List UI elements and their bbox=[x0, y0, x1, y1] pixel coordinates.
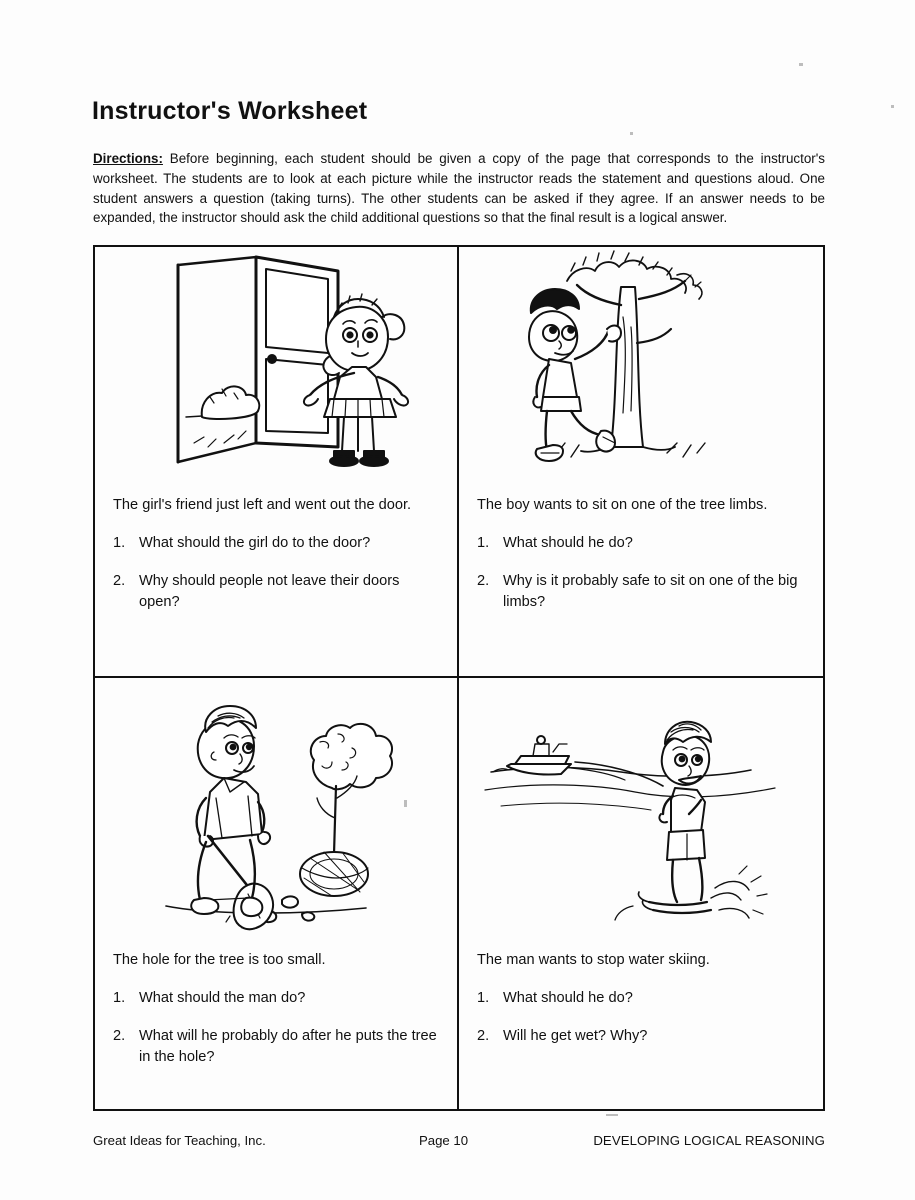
boy-looking-up-at-tree-illustration bbox=[471, 247, 811, 487]
panel-2-question-1-number: 1. bbox=[477, 535, 490, 552]
footer-page-number: Page 10 bbox=[418, 1133, 469, 1148]
man-water-skiing-illustration bbox=[471, 678, 811, 943]
panel-2-question-2-text: Why is it probably safe to sit on one of the big limbs? bbox=[503, 573, 798, 611]
man-digging-hole-for-tree-illustration bbox=[106, 678, 446, 943]
panel-1-question-1-number: 1. bbox=[113, 535, 126, 552]
panel-1-question-2-text: Why should people not leave their doors open? bbox=[139, 573, 400, 611]
panel-3 bbox=[95, 678, 459, 1109]
panel-3-question-1-text: What should the man do? bbox=[139, 990, 306, 1007]
panel-3-question-1 bbox=[113, 988, 441, 1009]
page-title: Instructor's Worksheet bbox=[92, 96, 368, 125]
directions-paragraph bbox=[93, 149, 825, 227]
panel-4-question-2-text: Will he get wet? Why? bbox=[503, 1028, 648, 1045]
panel-3-questions bbox=[95, 988, 457, 1068]
panel-grid bbox=[93, 245, 825, 1111]
panel-1 bbox=[95, 247, 459, 678]
panel-4-question-1 bbox=[477, 988, 807, 1009]
panel-2-questions bbox=[459, 533, 823, 613]
panel-1-questions bbox=[95, 533, 457, 613]
panel-2-illustration-area bbox=[459, 247, 823, 495]
panel-4-question-2-number: 2. bbox=[477, 1028, 490, 1045]
panel-3-question-2-number: 2. bbox=[113, 1028, 126, 1045]
footer-publisher: Great Ideas for Teaching, Inc. bbox=[93, 1133, 266, 1148]
panel-4-questions bbox=[459, 988, 823, 1047]
panel-1-statement: The girl's friend just left and went out the door. bbox=[113, 497, 412, 513]
scan-speck bbox=[630, 132, 633, 135]
scan-speck bbox=[799, 63, 803, 66]
panel-2-question-1 bbox=[477, 533, 807, 554]
panel-4-question-2 bbox=[477, 1026, 807, 1047]
scan-speck bbox=[606, 1114, 618, 1116]
directions-text: Before beginning, each student should be given a copy of the page that corresponds to the instructor's worksheet. The students are to look at each picture while the instructor reads the statement and questions aloud. One student answers a question (taking turns). The other students can be asked if they agree. If an answer needs to be expanded, the instructor should ask the child additional questions so that the final result is a logical answer. bbox=[93, 151, 825, 226]
panel-4-question-1-number: 1. bbox=[477, 990, 490, 1007]
page-footer bbox=[93, 1133, 825, 1148]
panel-3-statement: The hole for the tree is too small. bbox=[113, 952, 326, 968]
panel-2-question-2-number: 2. bbox=[477, 573, 490, 590]
panel-4-statement: The man wants to stop water skiing. bbox=[477, 952, 710, 968]
scan-speck bbox=[891, 105, 894, 108]
girl-at-open-door-illustration bbox=[106, 247, 446, 487]
directions-label: Directions: bbox=[93, 151, 163, 167]
footer-series-title: DEVELOPING LOGICAL REASONING bbox=[593, 1133, 825, 1148]
panel-1-question-2 bbox=[113, 571, 441, 613]
panel-2 bbox=[459, 247, 823, 678]
panel-4 bbox=[459, 678, 823, 1109]
panel-2-statement: The boy wants to sit on one of the tree limbs. bbox=[477, 497, 768, 513]
panel-1-question-1-text: What should the girl do to the door? bbox=[139, 535, 371, 552]
panel-3-illustration-area bbox=[95, 678, 457, 950]
panel-4-illustration-area bbox=[459, 678, 823, 950]
panel-1-illustration-area bbox=[95, 247, 457, 495]
panel-2-question-1-text: What should he do? bbox=[503, 535, 633, 552]
panel-3-question-1-number: 1. bbox=[113, 990, 126, 1007]
panel-1-question-2-number: 2. bbox=[113, 573, 126, 590]
panel-2-question-2 bbox=[477, 571, 807, 613]
panel-3-question-2-text: What will he probably do after he puts the tree in the hole? bbox=[139, 1028, 437, 1066]
panel-3-question-2 bbox=[113, 1026, 441, 1068]
panel-4-question-1-text: What should he do? bbox=[503, 990, 633, 1007]
panel-1-question-1 bbox=[113, 533, 441, 554]
